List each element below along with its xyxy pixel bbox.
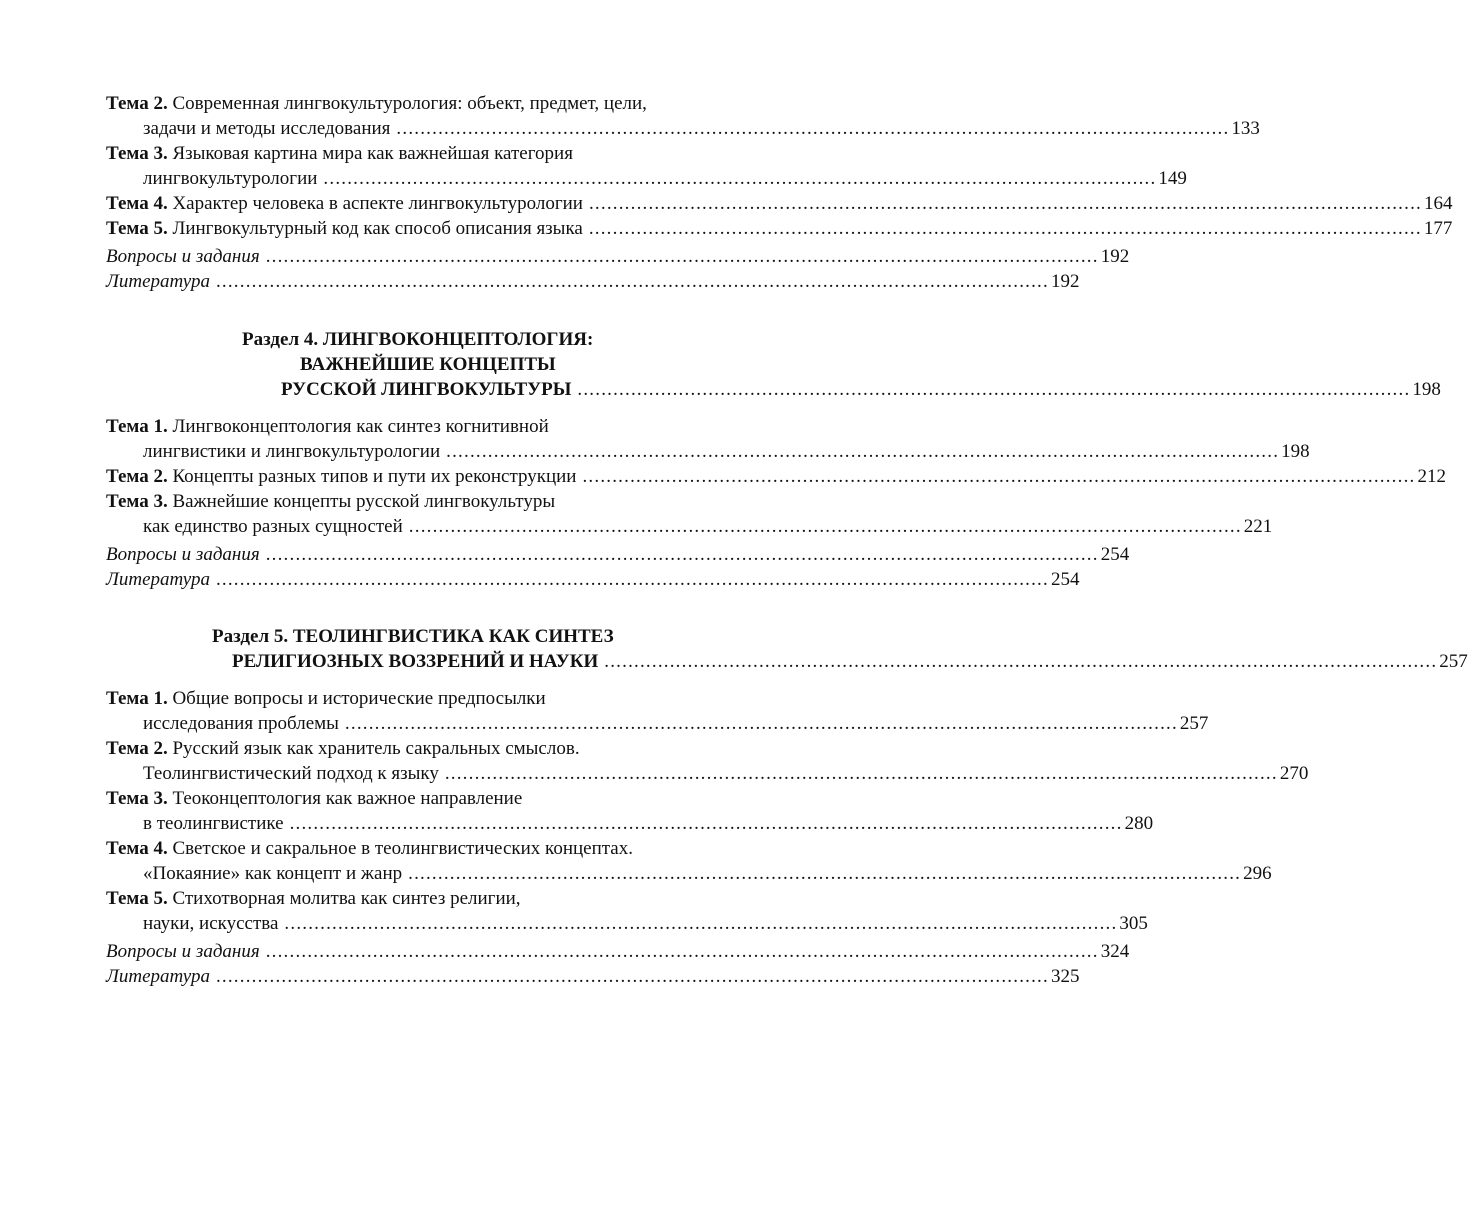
toc-entry — [106, 464, 1446, 489]
topic-title: Светское и сакральное в теолингвистических концептах. — [172, 838, 633, 859]
page-number: 254 — [1100, 544, 1130, 565]
toc-entry — [106, 836, 1272, 886]
toc-entry — [106, 414, 1310, 464]
leader-dots: ............................................................................................................................................ — [323, 168, 1157, 189]
topic-title-cont: как единство разных сущностей — [143, 516, 403, 537]
leader-dots: ............................................................................................................................................ — [265, 941, 1099, 962]
leader-dots: ............................................................................................................................................ — [446, 441, 1280, 462]
section-title-line: РЕЛИГИОЗНЫХ ВОЗЗРЕНИЙ И НАУКИ — [232, 651, 599, 672]
page-number: 254 — [1050, 569, 1080, 590]
toc-entry — [106, 91, 1260, 141]
page-number: 280 — [1124, 813, 1154, 834]
toc-entry-literature — [106, 964, 1080, 989]
leader-dots: ............................................................................................................................................ — [408, 516, 1242, 537]
topic-title-cont: в теолингвистике — [143, 813, 284, 834]
page-number: 325 — [1050, 966, 1080, 987]
section-title-line: Раздел 4. ЛИНГВОКОНЦЕПТОЛОГИЯ: — [242, 329, 594, 350]
page-number: 198 — [1412, 379, 1441, 400]
leader-dots: ............................................................................................................................................ — [588, 193, 1422, 214]
topic-label: Тема 1. — [106, 416, 168, 437]
topic-label: Тема 3. — [106, 491, 168, 512]
page-number: 270 — [1279, 763, 1309, 784]
section-title-line: РУССКОЙ ЛИНГВОКУЛЬТУРЫ — [281, 379, 572, 400]
leader-dots: ............................................................................................................................................ — [215, 966, 1049, 987]
questions-label: Вопросы и задания — [106, 544, 260, 565]
topic-label: Тема 2. — [106, 738, 168, 759]
topic-label: Тема 5. — [106, 218, 168, 239]
toc-entry — [106, 886, 1148, 936]
questions-label: Вопросы и задания — [106, 941, 260, 962]
leader-dots: ............................................................................................................................................ — [344, 713, 1178, 734]
page-number: 221 — [1243, 516, 1273, 537]
toc-entry-questions — [106, 542, 1130, 567]
toc-entry-literature — [106, 269, 1080, 294]
leader-dots: ............................................................................................................................................ — [396, 118, 1230, 139]
section-title-line: ВАЖНЕЙШИЕ КОНЦЕПТЫ — [300, 354, 556, 375]
topic-title-cont: задачи и методы исследования — [143, 118, 391, 139]
toc-entry — [106, 786, 1154, 836]
literature-label: Литература — [106, 966, 210, 987]
leader-dots: ............................................................................................................................................ — [215, 271, 1049, 292]
leader-dots: ............................................................................................................................................ — [265, 246, 1099, 267]
page-number: 133 — [1231, 118, 1260, 139]
page-number: 192 — [1050, 271, 1080, 292]
toc-entry — [106, 489, 1273, 539]
topic-title-cont: лингвокультурологии — [143, 168, 318, 189]
page-number: 257 — [1439, 651, 1468, 672]
topic-label: Тема 4. — [106, 193, 168, 214]
topic-label: Тема 3. — [106, 143, 168, 164]
page-number: 149 — [1158, 168, 1187, 189]
literature-label: Литература — [106, 271, 210, 292]
toc-entry — [106, 191, 1453, 216]
leader-dots: ............................................................................................................................................ — [588, 218, 1422, 239]
section-title-line: Раздел 5. ТЕОЛИНГВИСТИКА КАК СИНТЕЗ — [212, 626, 614, 647]
section-heading — [106, 624, 1468, 674]
topic-title-cont: Теолингвистический подход к языку — [143, 763, 439, 784]
leader-dots: ............................................................................................................................................ — [604, 651, 1438, 672]
toc-entry-literature — [106, 567, 1080, 592]
topic-title: Русский язык как хранитель сакральных смыслов. — [172, 738, 580, 759]
topic-title: Общие вопросы и исторические предпосылки — [172, 688, 546, 709]
topic-title-cont: науки, искусства — [143, 913, 279, 934]
topic-title: Лингвокультурный код как способ описания языка — [172, 218, 583, 239]
topic-title: Концепты разных типов и пути их реконструкции — [172, 466, 577, 487]
leader-dots: ............................................................................................................................................ — [408, 863, 1242, 884]
page-number: 212 — [1417, 466, 1446, 487]
leader-dots: ............................................................................................................................................ — [289, 813, 1123, 834]
toc-entry — [106, 216, 1453, 241]
leader-dots: ............................................................................................................................................ — [215, 569, 1049, 590]
topic-title-cont: исследования проблемы — [143, 713, 339, 734]
topic-title: Теоконцептология как важное направление — [172, 788, 523, 809]
page-number: 305 — [1119, 913, 1148, 934]
topic-title: Лингвоконцептология как синтез когнитивной — [172, 416, 549, 437]
page-number: 198 — [1281, 441, 1310, 462]
topic-title: Важнейшие концепты русской лингвокультуры — [172, 491, 556, 512]
toc-entry — [106, 141, 1187, 191]
topic-title: Языковая картина мира как важнейшая категория — [172, 143, 573, 164]
section-heading — [106, 327, 1441, 402]
literature-label: Литература — [106, 569, 210, 590]
topic-title: Стихотворная молитва как синтез религии, — [172, 888, 521, 909]
toc-entry-questions — [106, 939, 1130, 964]
topic-title-cont: «Покаяние» как концепт и жанр — [143, 863, 403, 884]
leader-dots: ............................................................................................................................................ — [577, 379, 1411, 400]
leader-dots: ............................................................................................................................................ — [444, 763, 1278, 784]
questions-label: Вопросы и задания — [106, 246, 260, 267]
topic-label: Тема 2. — [106, 93, 168, 114]
topic-label: Тема 2. — [106, 466, 168, 487]
page-number: 296 — [1243, 863, 1272, 884]
page-number: 192 — [1100, 246, 1130, 267]
page-number: 257 — [1179, 713, 1209, 734]
toc-entry-questions — [106, 244, 1130, 269]
leader-dots: ............................................................................................................................................ — [265, 544, 1099, 565]
page-number: 164 — [1423, 193, 1453, 214]
topic-label: Тема 3. — [106, 788, 168, 809]
toc-entry — [106, 686, 1209, 736]
topic-label: Тема 1. — [106, 688, 168, 709]
leader-dots: ............................................................................................................................................ — [582, 466, 1416, 487]
leader-dots: ............................................................................................................................................ — [284, 913, 1118, 934]
topic-title: Характер человека в аспекте лингвокультурологии — [172, 193, 583, 214]
topic-label: Тема 5. — [106, 888, 168, 909]
topic-title-cont: лингвистики и лингвокультурологии — [143, 441, 441, 462]
page-number: 324 — [1100, 941, 1130, 962]
page-number: 177 — [1423, 218, 1453, 239]
toc-entry — [106, 736, 1309, 786]
topic-label: Тема 4. — [106, 838, 168, 859]
topic-title: Современная лингвокультурология: объект, предмет, цели, — [172, 93, 647, 114]
table-of-contents — [106, 91, 1468, 989]
